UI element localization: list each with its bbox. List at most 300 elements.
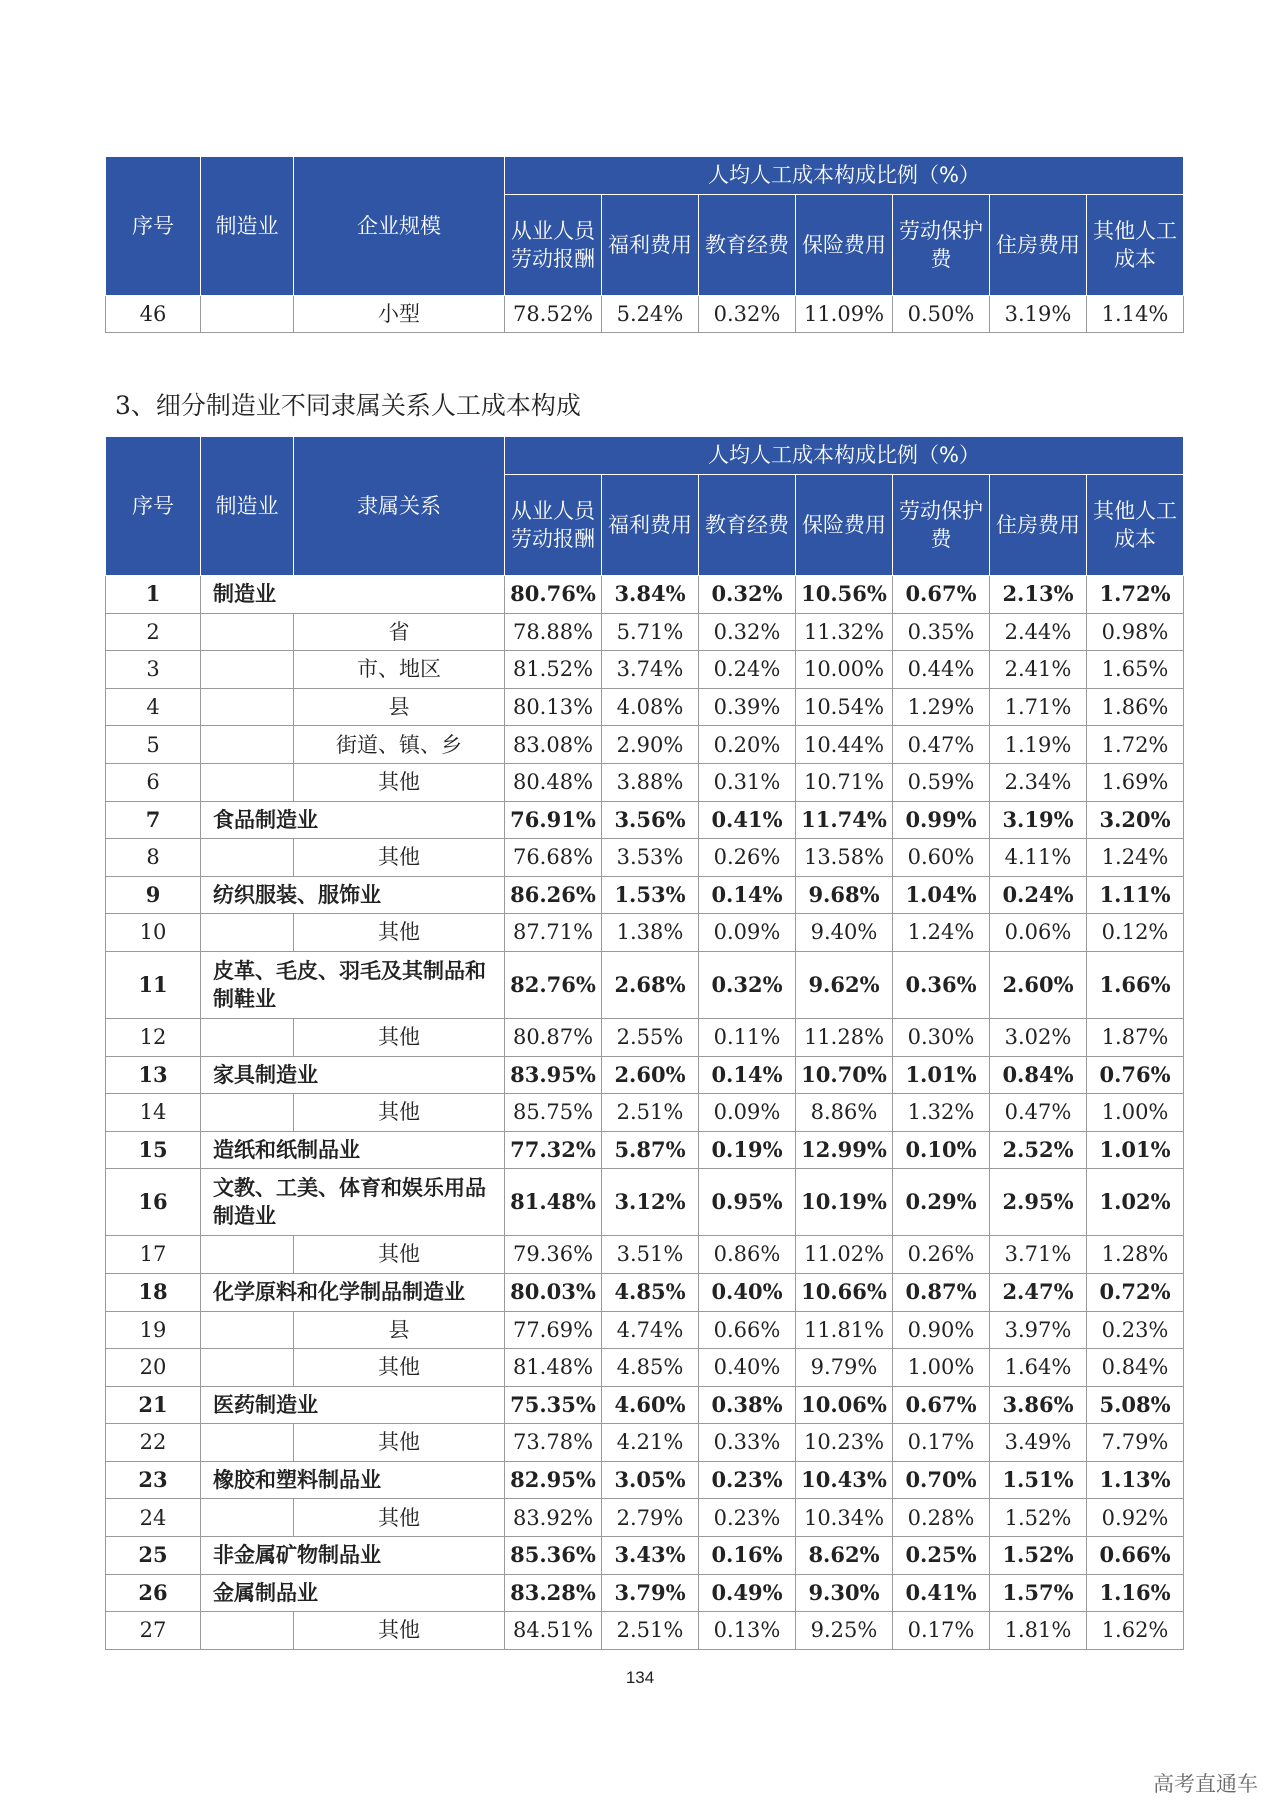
row-value-cell: 10.44% (796, 726, 893, 764)
table-row (106, 1461, 1184, 1499)
header-insurance: 保险费用 (796, 475, 893, 576)
row-seq-cell: 2 (106, 613, 201, 651)
header-education: 教育经费 (699, 195, 796, 296)
row-value-cell: 83.28% (505, 1574, 602, 1612)
table-row (106, 613, 1184, 651)
row-seq-cell: 5 (106, 726, 201, 764)
row-seq-cell: 20 (106, 1349, 201, 1387)
row-value-cell: 75.35% (505, 1386, 602, 1424)
row-value-cell: 10.34% (796, 1499, 893, 1537)
table-row (106, 763, 1184, 801)
row-value-cell: 0.99% (893, 801, 990, 839)
row-value-cell: 0.40% (699, 1273, 796, 1311)
row-dim-cell: 市、地区 (294, 651, 505, 689)
row-value-cell: 10.19% (796, 1169, 893, 1236)
row-value-cell: 1.69% (1087, 763, 1184, 801)
row-value-cell: 1.72% (1087, 576, 1184, 614)
row-value-cell: 3.86% (990, 1386, 1087, 1424)
row-value-cell: 0.50% (893, 296, 990, 333)
row-value-cell: 8.62% (796, 1537, 893, 1575)
row-value-cell: 0.84% (1087, 1349, 1184, 1387)
row-value-cell: 0.13% (699, 1612, 796, 1650)
row-dim-cell: 其他 (294, 1612, 505, 1650)
row-value-cell: 0.24% (699, 651, 796, 689)
row-value-cell: 4.85% (602, 1273, 699, 1311)
watermark: 高考直通车 (1153, 1772, 1258, 1796)
row-value-cell: 3.49% (990, 1424, 1087, 1462)
row-seq-cell: 46 (106, 296, 201, 333)
row-value-cell: 3.84% (602, 576, 699, 614)
row-industry-cell (201, 651, 294, 689)
row-value-cell: 2.79% (602, 1499, 699, 1537)
row-value-cell: 3.53% (602, 839, 699, 877)
row-industry-cell: 皮革、毛皮、羽毛及其制品和制鞋业 (201, 951, 505, 1018)
row-value-cell: 3.88% (602, 763, 699, 801)
row-value-cell: 2.41% (990, 651, 1087, 689)
row-value-cell: 0.17% (893, 1424, 990, 1462)
row-value-cell: 10.06% (796, 1386, 893, 1424)
row-seq-cell: 1 (106, 576, 201, 614)
row-value-cell: 3.79% (602, 1574, 699, 1612)
row-value-cell: 0.84% (990, 1056, 1087, 1094)
row-value-cell: 81.48% (505, 1169, 602, 1236)
row-value-cell: 0.38% (699, 1386, 796, 1424)
row-value-cell: 10.23% (796, 1424, 893, 1462)
row-value-cell: 0.06% (990, 914, 1087, 952)
row-value-cell: 9.30% (796, 1574, 893, 1612)
row-value-cell: 84.51% (505, 1612, 602, 1650)
row-value-cell: 1.66% (1087, 951, 1184, 1018)
row-seq-cell: 6 (106, 763, 201, 801)
row-value-cell: 1.04% (893, 876, 990, 914)
row-value-cell: 3.71% (990, 1236, 1087, 1274)
row-value-cell: 3.51% (602, 1236, 699, 1274)
row-value-cell: 0.66% (699, 1311, 796, 1349)
row-value-cell: 0.32% (699, 613, 796, 651)
row-value-cell: 1.24% (893, 914, 990, 952)
row-value-cell: 0.26% (893, 1236, 990, 1274)
header-housing: 住房费用 (990, 475, 1087, 576)
row-value-cell: 1.16% (1087, 1574, 1184, 1612)
row-value-cell: 0.86% (699, 1236, 796, 1274)
row-industry-cell (201, 1499, 294, 1537)
row-value-cell: 0.23% (699, 1499, 796, 1537)
table-row (106, 1273, 1184, 1311)
header-education: 教育经费 (699, 475, 796, 576)
row-value-cell: 1.52% (990, 1537, 1087, 1575)
row-industry-cell: 造纸和纸制品业 (201, 1131, 505, 1169)
row-industry-cell (201, 296, 294, 333)
row-value-cell: 1.72% (1087, 726, 1184, 764)
row-value-cell: 10.54% (796, 688, 893, 726)
row-value-cell: 7.79% (1087, 1424, 1184, 1462)
row-value-cell: 4.85% (602, 1349, 699, 1387)
row-seq-cell: 17 (106, 1236, 201, 1274)
row-value-cell: 10.71% (796, 763, 893, 801)
row-value-cell: 0.16% (699, 1537, 796, 1575)
row-dim-cell: 其他 (294, 763, 505, 801)
table-row (106, 914, 1184, 952)
row-value-cell: 1.01% (893, 1056, 990, 1094)
header-labor-protection: 劳动保护费 (893, 475, 990, 576)
row-industry-cell (201, 1349, 294, 1387)
row-value-cell: 1.71% (990, 688, 1087, 726)
row-value-cell: 11.32% (796, 613, 893, 651)
row-seq-cell: 26 (106, 1574, 201, 1612)
row-industry-cell (201, 1612, 294, 1650)
row-value-cell: 1.28% (1087, 1236, 1184, 1274)
row-value-cell: 1.00% (1087, 1094, 1184, 1132)
header-housing: 住房费用 (990, 195, 1087, 296)
row-value-cell: 1.64% (990, 1349, 1087, 1387)
header-cost-ratio-group: 人均人工成本构成比例（%） (505, 437, 1184, 475)
row-value-cell: 9.40% (796, 914, 893, 952)
row-industry-cell (201, 688, 294, 726)
row-industry-cell: 制造业 (201, 576, 505, 614)
row-value-cell: 1.62% (1087, 1612, 1184, 1650)
row-value-cell: 2.47% (990, 1273, 1087, 1311)
row-value-cell: 3.74% (602, 651, 699, 689)
row-value-cell: 4.08% (602, 688, 699, 726)
header-insurance: 保险费用 (796, 195, 893, 296)
table-row (106, 1311, 1184, 1349)
row-value-cell: 0.87% (893, 1273, 990, 1311)
row-value-cell: 1.51% (990, 1461, 1087, 1499)
row-industry-cell (201, 1236, 294, 1274)
row-dim-cell: 其他 (294, 839, 505, 877)
header-other-cost: 其他人工成本 (1087, 475, 1184, 576)
row-value-cell: 0.23% (1087, 1311, 1184, 1349)
row-value-cell: 3.05% (602, 1461, 699, 1499)
row-value-cell: 0.60% (893, 839, 990, 877)
row-value-cell: 81.48% (505, 1349, 602, 1387)
row-value-cell: 1.13% (1087, 1461, 1184, 1499)
row-value-cell: 0.25% (893, 1537, 990, 1575)
row-value-cell: 0.11% (699, 1018, 796, 1056)
row-seq-cell: 4 (106, 688, 201, 726)
row-dim-cell: 县 (294, 1311, 505, 1349)
row-value-cell: 82.76% (505, 951, 602, 1018)
row-value-cell: 3.12% (602, 1169, 699, 1236)
row-seq-cell: 10 (106, 914, 201, 952)
header-labor-pay: 从业人员劳动报酬 (505, 195, 602, 296)
row-value-cell: 0.44% (893, 651, 990, 689)
row-industry-cell (201, 1424, 294, 1462)
row-value-cell: 0.35% (893, 613, 990, 651)
row-value-cell: 87.71% (505, 914, 602, 952)
header-labor-protection: 劳动保护费 (893, 195, 990, 296)
row-value-cell: 0.23% (699, 1461, 796, 1499)
row-industry-cell: 化学原料和化学制品制造业 (201, 1273, 505, 1311)
row-value-cell: 8.86% (796, 1094, 893, 1132)
row-seq-cell: 9 (106, 876, 201, 914)
row-value-cell: 85.36% (505, 1537, 602, 1575)
header-cost-ratio-group: 人均人工成本构成比例（%） (505, 157, 1184, 195)
table-row (106, 296, 1184, 333)
row-value-cell: 11.74% (796, 801, 893, 839)
table-row (106, 576, 1184, 614)
row-dim-cell: 其他 (294, 1018, 505, 1056)
row-industry-cell: 食品制造业 (201, 801, 505, 839)
row-seq-cell: 12 (106, 1018, 201, 1056)
row-industry-cell (201, 1094, 294, 1132)
row-value-cell: 80.48% (505, 763, 602, 801)
row-value-cell: 80.03% (505, 1273, 602, 1311)
row-value-cell: 0.09% (699, 1094, 796, 1132)
row-seq-cell: 25 (106, 1537, 201, 1575)
row-value-cell: 81.52% (505, 651, 602, 689)
row-value-cell: 0.76% (1087, 1056, 1184, 1094)
row-value-cell: 9.68% (796, 876, 893, 914)
row-value-cell: 10.00% (796, 651, 893, 689)
header-welfare: 福利费用 (602, 475, 699, 576)
row-dim-cell: 其他 (294, 1499, 505, 1537)
row-value-cell: 0.92% (1087, 1499, 1184, 1537)
table-row (106, 1236, 1184, 1274)
row-value-cell: 2.51% (602, 1094, 699, 1132)
table-row (106, 876, 1184, 914)
row-seq-cell: 15 (106, 1131, 201, 1169)
row-value-cell: 0.95% (699, 1169, 796, 1236)
row-value-cell: 0.32% (699, 576, 796, 614)
row-value-cell: 5.24% (602, 296, 699, 333)
row-value-cell: 0.17% (893, 1612, 990, 1650)
table-row (106, 1169, 1184, 1236)
row-value-cell: 1.52% (990, 1499, 1087, 1537)
row-value-cell: 0.26% (699, 839, 796, 877)
row-value-cell: 0.40% (699, 1349, 796, 1387)
row-seq-cell: 3 (106, 651, 201, 689)
row-value-cell: 5.08% (1087, 1386, 1184, 1424)
row-value-cell: 1.02% (1087, 1169, 1184, 1236)
table-row (106, 1574, 1184, 1612)
row-seq-cell: 18 (106, 1273, 201, 1311)
row-value-cell: 10.70% (796, 1056, 893, 1094)
row-seq-cell: 22 (106, 1424, 201, 1462)
row-value-cell: 2.90% (602, 726, 699, 764)
row-value-cell: 85.75% (505, 1094, 602, 1132)
row-dim-cell: 省 (294, 613, 505, 651)
header-other-cost: 其他人工成本 (1087, 195, 1184, 296)
row-value-cell: 0.20% (699, 726, 796, 764)
row-value-cell: 0.24% (990, 876, 1087, 914)
table-row (106, 1537, 1184, 1575)
row-value-cell: 0.98% (1087, 613, 1184, 651)
row-industry-cell (201, 839, 294, 877)
row-industry-cell: 金属制品业 (201, 1574, 505, 1612)
row-industry-cell (201, 613, 294, 651)
row-value-cell: 78.88% (505, 613, 602, 651)
row-value-cell: 76.91% (505, 801, 602, 839)
table-row (106, 726, 1184, 764)
row-value-cell: 0.41% (893, 1574, 990, 1612)
row-value-cell: 1.53% (602, 876, 699, 914)
row-dim-cell: 其他 (294, 1424, 505, 1462)
row-value-cell: 77.32% (505, 1131, 602, 1169)
row-value-cell: 11.81% (796, 1311, 893, 1349)
row-value-cell: 0.66% (1087, 1537, 1184, 1575)
row-value-cell: 9.79% (796, 1349, 893, 1387)
row-value-cell: 2.55% (602, 1018, 699, 1056)
row-industry-cell (201, 726, 294, 764)
table-row (106, 651, 1184, 689)
header-welfare: 福利费用 (602, 195, 699, 296)
row-value-cell: 4.74% (602, 1311, 699, 1349)
row-value-cell: 11.09% (796, 296, 893, 333)
row-value-cell: 4.11% (990, 839, 1087, 877)
row-value-cell: 0.47% (990, 1094, 1087, 1132)
row-value-cell: 1.29% (893, 688, 990, 726)
header-industry: 制造业 (201, 157, 294, 296)
row-value-cell: 83.08% (505, 726, 602, 764)
row-industry-cell (201, 1018, 294, 1056)
row-value-cell: 12.99% (796, 1131, 893, 1169)
header-enterprise-scale: 企业规模 (294, 157, 505, 296)
row-industry-cell: 文教、工美、体育和娱乐用品制造业 (201, 1169, 505, 1236)
row-seq-cell: 19 (106, 1311, 201, 1349)
table-row (106, 801, 1184, 839)
row-value-cell: 0.67% (893, 576, 990, 614)
row-value-cell: 1.32% (893, 1094, 990, 1132)
row-value-cell: 0.47% (893, 726, 990, 764)
row-industry-cell: 家具制造业 (201, 1056, 505, 1094)
row-seq-cell: 16 (106, 1169, 201, 1236)
row-value-cell: 13.58% (796, 839, 893, 877)
row-value-cell: 9.25% (796, 1612, 893, 1650)
row-value-cell: 9.62% (796, 951, 893, 1018)
row-value-cell: 0.59% (893, 763, 990, 801)
row-seq-cell: 24 (106, 1499, 201, 1537)
row-industry-cell: 橡胶和塑料制品业 (201, 1461, 505, 1499)
row-dim-cell: 其他 (294, 1236, 505, 1274)
row-value-cell: 1.81% (990, 1612, 1087, 1650)
row-value-cell: 1.24% (1087, 839, 1184, 877)
table-row (106, 1499, 1184, 1537)
header-industry: 制造业 (201, 437, 294, 576)
row-value-cell: 2.51% (602, 1612, 699, 1650)
row-value-cell: 3.02% (990, 1018, 1087, 1056)
row-value-cell: 0.14% (699, 1056, 796, 1094)
table-row (106, 1018, 1184, 1056)
row-value-cell: 1.57% (990, 1574, 1087, 1612)
row-value-cell: 1.65% (1087, 651, 1184, 689)
row-value-cell: 3.97% (990, 1311, 1087, 1349)
row-dim-cell: 其他 (294, 1349, 505, 1387)
row-value-cell: 82.95% (505, 1461, 602, 1499)
row-value-cell: 0.28% (893, 1499, 990, 1537)
table-row (106, 1386, 1184, 1424)
row-seq-cell: 21 (106, 1386, 201, 1424)
row-value-cell: 3.43% (602, 1537, 699, 1575)
row-value-cell: 0.29% (893, 1169, 990, 1236)
row-value-cell: 0.31% (699, 763, 796, 801)
header-seq: 序号 (106, 157, 201, 296)
row-value-cell: 0.90% (893, 1311, 990, 1349)
row-value-cell: 4.21% (602, 1424, 699, 1462)
row-seq-cell: 27 (106, 1612, 201, 1650)
header-affiliation: 隶属关系 (294, 437, 505, 576)
row-dim-cell: 小型 (294, 296, 505, 333)
table-row (106, 839, 1184, 877)
affiliation-table (105, 436, 1184, 1650)
row-seq-cell: 13 (106, 1056, 201, 1094)
row-value-cell: 11.02% (796, 1236, 893, 1274)
header-seq: 序号 (106, 437, 201, 576)
row-value-cell: 0.14% (699, 876, 796, 914)
row-value-cell: 10.56% (796, 576, 893, 614)
row-value-cell: 0.32% (699, 296, 796, 333)
row-value-cell: 80.76% (505, 576, 602, 614)
table-row (106, 1349, 1184, 1387)
row-dim-cell: 县 (294, 688, 505, 726)
row-value-cell: 2.34% (990, 763, 1087, 801)
row-value-cell: 78.52% (505, 296, 602, 333)
row-value-cell: 1.00% (893, 1349, 990, 1387)
row-value-cell: 2.60% (990, 951, 1087, 1018)
row-seq-cell: 7 (106, 801, 201, 839)
row-industry-cell: 医药制造业 (201, 1386, 505, 1424)
row-value-cell: 1.11% (1087, 876, 1184, 914)
row-industry-cell (201, 1311, 294, 1349)
row-value-cell: 0.30% (893, 1018, 990, 1056)
table-row (106, 951, 1184, 1018)
row-industry-cell: 纺织服装、服饰业 (201, 876, 505, 914)
table-row (106, 1612, 1184, 1650)
row-value-cell: 0.49% (699, 1574, 796, 1612)
row-value-cell: 0.10% (893, 1131, 990, 1169)
row-value-cell: 86.26% (505, 876, 602, 914)
row-dim-cell: 其他 (294, 914, 505, 952)
row-value-cell: 0.19% (699, 1131, 796, 1169)
row-value-cell: 2.95% (990, 1169, 1087, 1236)
row-seq-cell: 14 (106, 1094, 201, 1132)
table-row (106, 1094, 1184, 1132)
row-value-cell: 5.71% (602, 613, 699, 651)
row-value-cell: 73.78% (505, 1424, 602, 1462)
row-value-cell: 2.60% (602, 1056, 699, 1094)
header-labor-pay: 从业人员劳动报酬 (505, 475, 602, 576)
row-value-cell: 2.13% (990, 576, 1087, 614)
row-dim-cell: 街道、镇、乡 (294, 726, 505, 764)
row-value-cell: 0.32% (699, 951, 796, 1018)
page-number: 134 (625, 1668, 655, 1687)
row-value-cell: 0.33% (699, 1424, 796, 1462)
row-value-cell: 0.41% (699, 801, 796, 839)
table-row (106, 1131, 1184, 1169)
enterprise-scale-table (105, 156, 1184, 333)
row-value-cell: 2.52% (990, 1131, 1087, 1169)
row-industry-cell (201, 763, 294, 801)
row-value-cell: 10.43% (796, 1461, 893, 1499)
row-value-cell: 0.72% (1087, 1273, 1184, 1311)
row-value-cell: 83.95% (505, 1056, 602, 1094)
row-value-cell: 2.68% (602, 951, 699, 1018)
row-value-cell: 79.36% (505, 1236, 602, 1274)
row-value-cell: 1.38% (602, 914, 699, 952)
row-value-cell: 2.44% (990, 613, 1087, 651)
row-value-cell: 83.92% (505, 1499, 602, 1537)
row-value-cell: 3.19% (990, 801, 1087, 839)
table-row (106, 1056, 1184, 1094)
row-value-cell: 1.19% (990, 726, 1087, 764)
row-value-cell: 0.70% (893, 1461, 990, 1499)
row-value-cell: 1.01% (1087, 1131, 1184, 1169)
row-value-cell: 0.12% (1087, 914, 1184, 952)
row-value-cell: 80.13% (505, 688, 602, 726)
row-value-cell: 77.69% (505, 1311, 602, 1349)
row-seq-cell: 23 (106, 1461, 201, 1499)
table-row (106, 688, 1184, 726)
